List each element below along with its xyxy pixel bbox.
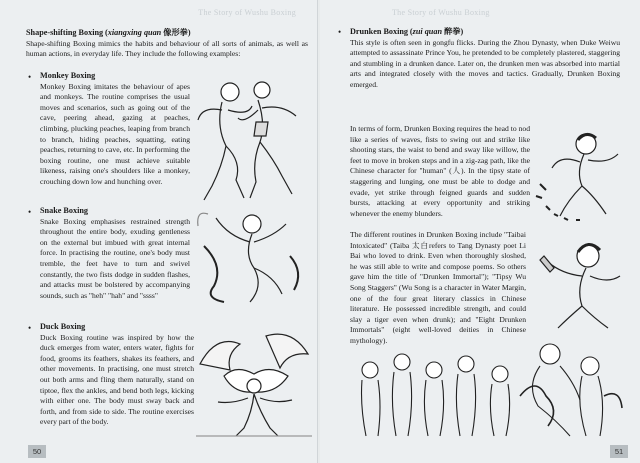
monkey-bullet: •	[28, 72, 32, 82]
drunken-poet-illustration	[528, 232, 632, 332]
snake-heading: Snake Boxing	[40, 206, 89, 215]
drunken-chinese: 醉拳	[444, 27, 461, 36]
drunken-boxer-illustration	[532, 124, 628, 224]
snake-section	[40, 206, 190, 301]
right-running-header: The Story of Wushu Boxing	[392, 8, 490, 17]
monkey-boxing-illustration	[192, 76, 308, 204]
duck-section	[40, 322, 194, 428]
duck-heading: Duck Boxing	[40, 322, 86, 331]
monkey-heading: Monkey Boxing	[40, 71, 96, 80]
drunken-paragraph-3: The different routines in Drunken Boxing include "Taibai Intoxicated" (Taiba 太白refers to Tang Dynasty poet Li Bai who loved to drink. Even when thoroughly sloshed, he was still able to write and compose poems. So others gave him the title of "Drunken Immortal"); "Tipsy Wu Song Staggers" (Wu Song is a character in Water Margin, one of the four great literary classics in Chinese literature. He possessed incredible strength, and could slay a tiger even when drunk); and "Eight Drunken Immortals" (eight well-loved deities in Chinese mythology).	[350, 230, 526, 345]
drunken-bullet: •	[338, 27, 342, 37]
right-page	[320, 0, 640, 463]
left-running-header: The Story of Wushu Boxing	[198, 8, 296, 17]
snake-boxing-illustration	[194, 206, 310, 306]
intro-text: Shape-shifting Boxing mimics the habits and behaviour of all sorts of animals, as well as human actions, in everyday life. They include the following examples:	[26, 38, 308, 59]
left-page-number: 50	[28, 445, 46, 458]
right-page-number: 51	[610, 445, 628, 458]
intro-chinese: 像形拳	[163, 28, 188, 37]
intro-heading: Shape-shifting Boxing	[26, 28, 104, 37]
drunken-heading: Drunken Boxing	[350, 27, 409, 36]
duck-text: Duck Boxing routine was inspired by how the duck emerges from water, enters water, fights for food, grooms its feathers, shakes its feathers, and other movements. In practising, one must stretch out both arms and fling them naturally, stand on tiptoe, flex the ankles, and bend both legs, kicking with either one. The body must sway back and forth, and from side to side. The routine exercises every part of the body.	[40, 332, 194, 427]
drunken-paragraph-1: This style is often seen in gongfu flicks. During the Zhou Dynasty, when Duke Weiwu attempted to assassinate Prince You, he pretended to be completely plastered, staggering and stumbling in a drunken dance. Later on, the drunken men was absorbed into martial arts and integrated closely with the moves and tactics. Gradually, Drunken Boxing emerged.	[350, 37, 620, 89]
snake-bullet: •	[28, 207, 32, 217]
monkey-text: Monkey Boxing imitates the behaviour of apes and monkeys. The routine comprises the usual moves and scenarios, such as going out of the cave, peering ahead, gazing at peaches, climbing, plucking peaches, leaping from branch to branch, hiding peaches, squatting, eating peaches, returning to cave, etc. In performing the boxing routine, one must achieve suitable likeness, raising one's shoulders like a monkey, crouching down low and hunching over.	[40, 81, 190, 186]
duck-boxing-illustration	[196, 324, 312, 440]
left-page	[0, 0, 318, 463]
intro-pinyin: xiangxing quan	[107, 28, 162, 37]
intro-block: Shape-shifting Boxing (xiangxing quan 像形拳) Shape-shifting Boxing mimics the habits and behaviour of all sorts of animals, as well as human actions, in everyday life. They include the following examples:	[26, 28, 308, 59]
drunken-paragraph-2: In terms of form, Drunken Boxing requires the head to nod like a series of waves, fists to swing out and strike like shooting stars, the waist to bend and sway like willow, the feet to move in broken steps and in a zig-zag path, like the Chinese character for "human" (人). In the tipsy state of staggering and lunging, one must be able to dodge and evade, yet strike through feigned guards and sudden bursts, attacking at every opportunity and striking whenever the enemy blunders.	[350, 124, 530, 218]
eight-drunken-immortals-illustration	[350, 336, 626, 440]
drunken-pinyin: zui quan	[412, 27, 443, 36]
drunken-intro: Drunken Boxing (zui quan 醉拳) This style is often seen in gongfu flicks. During the Zhou Dynasty, when Duke Weiwu attempted to assassinate Prince You, he pretended to be completely plastered, staggering and stumbling in a drunken dance. Later on, the drunken men was absorbed into martial arts and integrated closely with the moves and tactics. Gradually, Drunken Boxing emerged.	[350, 27, 620, 89]
monkey-section	[40, 71, 190, 188]
snake-text: Snake Boxing emphasises restrained strength throughout the entire body, exuding gentleness on the external but imbued with great internal force. In practising the routine, one's body must tremble, the feet have to turn and swivel constantly, the two fists dodge in sudden flashes, and attacks must be bolstered by accompanying sounds, such as "heh" "hah" and "ssss"	[40, 216, 190, 300]
duck-bullet: •	[28, 323, 32, 333]
